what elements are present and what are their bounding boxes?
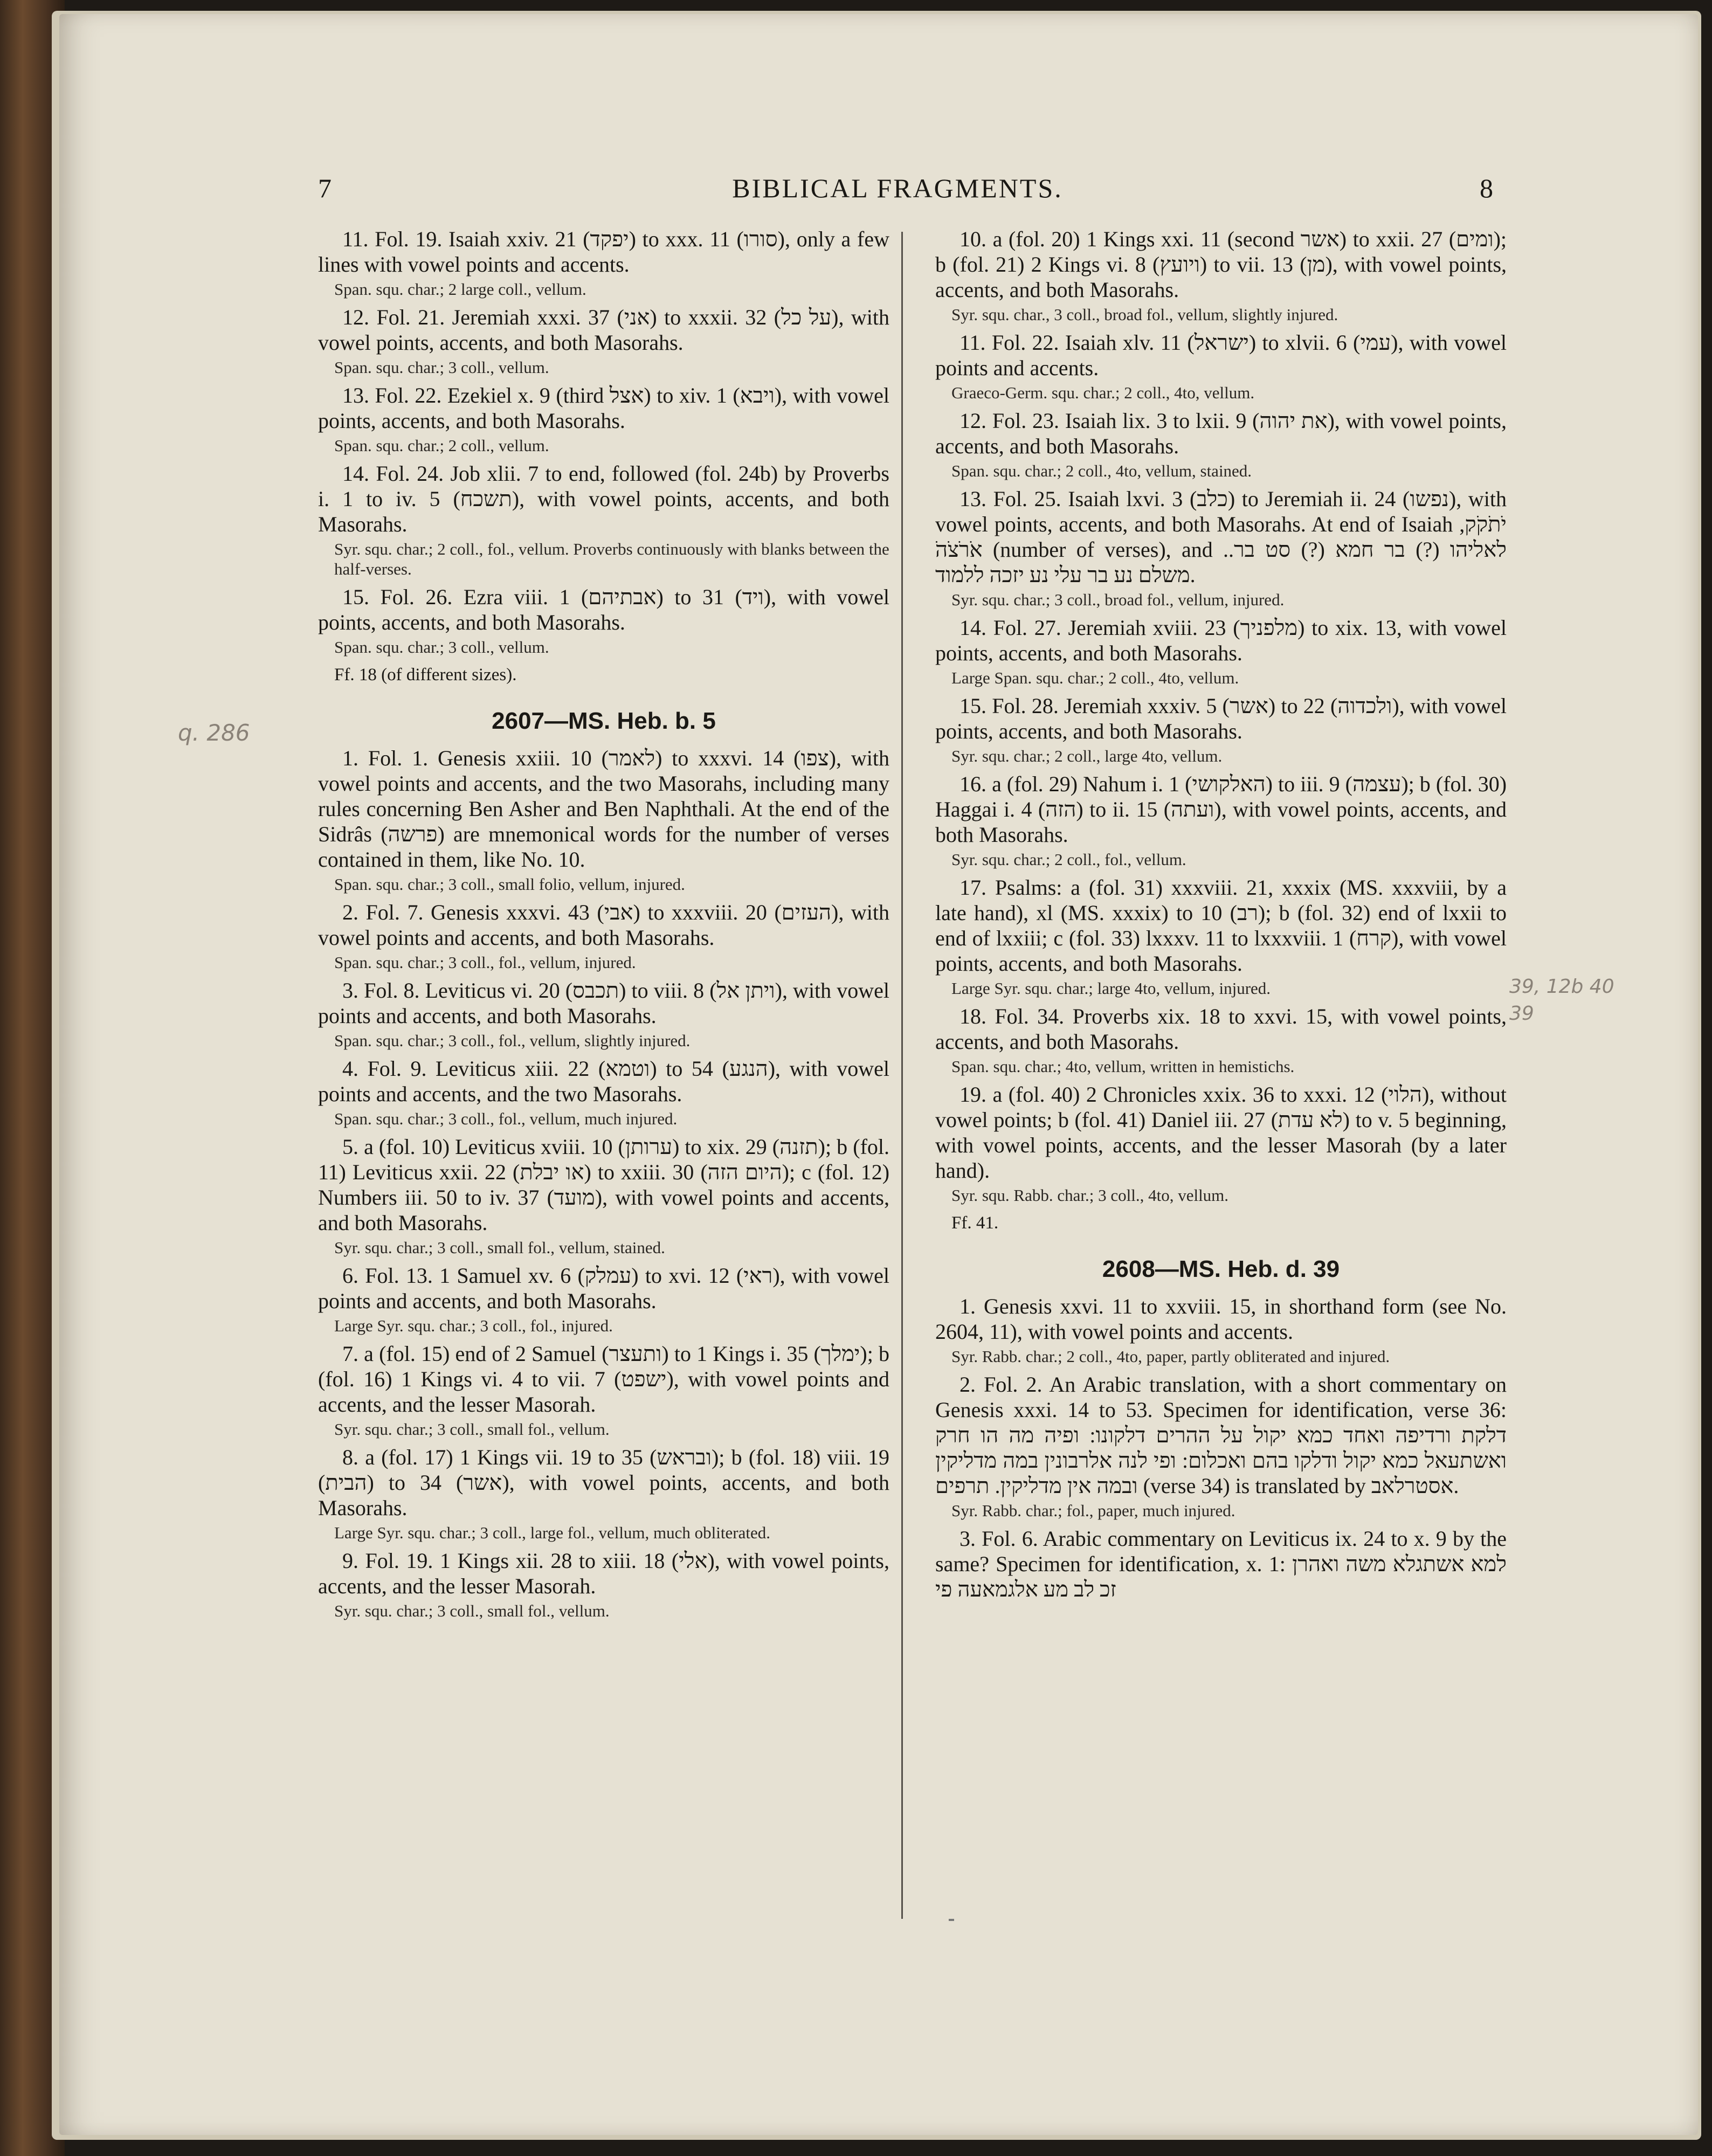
entry-note: Span. squ. char.; 3 coll., fol., vellum, injured. <box>334 953 636 972</box>
entry-note: Syr. squ. char.; 3 coll., small fol., vellum. <box>334 1601 610 1620</box>
column-divider <box>901 232 903 1919</box>
catalog-entry <box>318 978 889 1051</box>
right-entries-bottom <box>935 1294 1507 1602</box>
entry-text: 11. Fol. 22. Isaiah xlv. 11 (ישראל) to xlvii. 6 (עמי), with vowel points and accents. <box>935 330 1507 380</box>
catalog-entry <box>318 1263 889 1336</box>
entry-note: Span. squ. char.; 2 large coll., vellum. <box>334 280 586 299</box>
catalog-entry <box>318 383 889 455</box>
entry-text: 13. Fol. 25. Isaiah lxvi. 3 (כלב) to Jeremiah ii. 24 (נפשו), with vowel points, accents, and both Masorahs. At end of Isaiah יֹתֹקֹק, אֹרֹצֹהֹ (number of verses), and ..לאליהו (?) בר חמא (?) סט בר משלם נע בר עלי נע יזכה ללמוד. <box>935 487 1507 587</box>
entry-note: Span. squ. char.; 3 coll., small folio, vellum, injured. <box>334 875 685 894</box>
running-header <box>302 172 1493 216</box>
entry-note: Span. squ. char.; 2 coll., 4to, vellum, stained. <box>951 461 1252 480</box>
ink-mark <box>949 1919 954 1921</box>
margin-note-right-top: 39, 12b 40 <box>1509 976 1614 998</box>
catalog-entry <box>318 745 889 894</box>
ff-line: Ff. 41. <box>951 1213 999 1233</box>
catalog-entry <box>935 1082 1507 1205</box>
catalog-entry <box>318 1056 889 1129</box>
page-title: BIBLICAL FRAGMENTS. <box>732 173 1063 203</box>
entry-note: Syr. Rabb. char.; fol., paper, much injured. <box>951 1501 1235 1520</box>
entry-note: Syr. squ. char.; 2 coll., fol., vellum. Proverbs continuously with blanks between the half-verses. <box>334 540 889 578</box>
entry-note: Syr. squ. char.; 2 coll., fol., vellum. <box>951 850 1186 869</box>
left-column <box>318 226 889 1626</box>
catalog-entry <box>318 1134 889 1257</box>
left-entries-bottom <box>318 745 889 1621</box>
entry-text: 4. Fol. 9. Leviticus xiii. 22 (וטמא) to 54 (הנגע), with vowel points and accents, and the two Masorahs. <box>318 1056 890 1106</box>
catalog-entry <box>935 1004 1507 1076</box>
catalog-entry <box>318 900 889 972</box>
left-entries-top <box>318 226 889 657</box>
entry-note: Large Syr. squ. char.; 3 coll., large fol., vellum, much obliterated. <box>334 1523 770 1542</box>
entry-text: 14. Fol. 24. Job xlii. 7 to end, followed (fol. 24b) by Proverbs i. 1 to iv. 5 (תשכח), with vowel points, accents, and both Masorahs. <box>318 461 890 536</box>
entry-text: 3. Fol. 8. Leviticus vi. 20 (תכבס) to viii. 8 (ויתן אל), with vowel points and accents, and both Masorahs. <box>318 978 890 1028</box>
entry-text: 16. a (fol. 29) Nahum i. 1 (האלקושי) to iii. 9 (עצמה); b (fol. 30) Haggai i. 4 (הזה) to ii. 15 (ועתה), with vowel points, accents, and both Masorahs. <box>935 772 1507 847</box>
entry-text: 15. Fol. 26. Ezra viii. 1 (אבתיהם) to 31 (ויד), with vowel points, accents, and both Masorahs. <box>318 585 889 634</box>
ff-line: Ff. 18 (of different sizes). <box>334 665 517 685</box>
section-heading: 2608—MS. Heb. d. 39 <box>1102 1256 1340 1282</box>
catalog-entry <box>318 461 889 579</box>
catalog-entry <box>318 1341 889 1439</box>
catalog-entry <box>318 226 889 299</box>
entry-note: Syr. squ. char.; 3 coll., broad fol., vellum, injured. <box>951 590 1285 609</box>
entry-text: 2. Fol. 7. Genesis xxxvi. 43 (אבי) to xxxviii. 20 (העזים), with vowel points and accents, and both Masorahs. <box>318 900 890 950</box>
catalog-entry <box>318 584 889 657</box>
catalog-entry <box>935 1526 1507 1602</box>
catalog-entry <box>935 615 1507 688</box>
entry-text: 1. Genesis xxvi. 11 to xxviii. 15, in shorthand form (see No. 2604, 11), with vowel points and accents. <box>935 1294 1507 1344</box>
section-heading: 2607—MS. Heb. b. 5 <box>492 708 716 734</box>
entry-text: 15. Fol. 28. Jeremiah xxxiv. 5 (אשר) to 22 (ולכדוה), with vowel points, accents, and both Masorahs. <box>935 694 1507 743</box>
entry-text: 14. Fol. 27. Jeremiah xviii. 23 (מלפניך) to xix. 13, with vowel points, accents, and both Masorahs. <box>935 616 1507 665</box>
entry-text: 10. a (fol. 20) 1 Kings xxi. 11 (second אשר) to xxii. 27 (ומים); b (fol. 21) 2 Kings vi. 8 (ויועץ) to vii. 13 (מן), with vowel points, accents, and both Masorahs. <box>935 227 1507 302</box>
entry-note: Span. squ. char.; 3 coll., vellum. <box>334 638 549 657</box>
right-entries-top <box>935 226 1507 1205</box>
entry-note: Large Syr. squ. char.; 3 coll., fol., injured. <box>334 1316 613 1335</box>
catalog-entry <box>935 330 1507 403</box>
catalog-entry <box>318 1548 889 1621</box>
catalog-entry <box>935 226 1507 324</box>
catalog-entry <box>318 305 889 377</box>
page-number-right: 8 <box>1480 173 1493 203</box>
catalog-entry <box>935 408 1507 481</box>
entry-note: Span. squ. char.; 3 coll., fol., vellum, slightly injured. <box>334 1031 691 1050</box>
entry-note: Span. squ. char.; 3 coll., vellum. <box>334 358 549 377</box>
entry-text: 7. a (fol. 15) end of 2 Samuel (ותעצר) to 1 Kings i. 35 (ימלך); b (fol. 16) 1 Kings vi. 4 to vii. 7 (ישפט), with vowel points and accents, and the lesser Masorah. <box>318 1342 890 1416</box>
margin-note-left: q. 286 <box>178 720 250 746</box>
entry-note: Syr. squ. char.; 2 coll., large 4to, vellum. <box>951 747 1223 765</box>
entry-note: Span. squ. char.; 4to, vellum, written in hemistichs. <box>951 1057 1295 1076</box>
right-column <box>935 226 1507 1607</box>
entry-text: 17. Psalms: a (fol. 31) xxxviii. 21, xxxix (MS. xxxviii, by a late hand), xl (MS. xxxix) to 10 (רב); b (fol. 32) end of lxxii to end of lxxiii; c (fol. 33) lxxxv. 11 to lxxxviii. 1 (קרח), with vowel points, accents, and both Masorahs. <box>935 875 1507 976</box>
entry-note: Syr. Rabb. char.; 2 coll., 4to, paper, partly obliterated and injured. <box>951 1347 1390 1366</box>
entry-text: 19. a (fol. 40) 2 Chronicles xxix. 36 to xxxi. 12 (הלוי), without vowel points; b (fol. 41) Daniel iii. 27 (לא עדת) to v. 5 beginning, with vowel points, accents, and the lesser Masorah (by a later hand). <box>935 1082 1507 1183</box>
entry-note: Span. squ. char.; 2 coll., vellum. <box>334 436 549 455</box>
entry-text: 11. Fol. 19. Isaiah xxiv. 21 (יפקד) to xxx. 11 (סורו), only a few lines with vowel points and accents. <box>318 227 889 277</box>
catalog-entry <box>935 1372 1507 1521</box>
entry-text: 9. Fol. 19. 1 Kings xii. 28 to xiii. 18 (אלי), with vowel points, accents, and the lesser Masorah. <box>318 1549 889 1598</box>
entry-text: 13. Fol. 22. Ezekiel x. 9 (third אצל) to xiv. 1 (ויבא), with vowel points, accents, and both Masorahs. <box>318 383 889 433</box>
entry-text: 1. Fol. 1. Genesis xxiii. 10 (לאמר) to xxxvi. 14 (צפו), with vowel points and accents, and the two Masorahs, including many rules concerning Ben Asher and Ben Naphthali. At the end of the Sidrâs (פרשה) are mnemonical words for the number of verses contained in them, like No. 10. <box>318 746 889 872</box>
entry-text: 5. a (fol. 10) Leviticus xviii. 10 (ערותן) to xix. 29 (תזנה); b (fol. 11) Leviticus xxii. 22 (או יבלת) to xxiii. 30 (היום הזה); c (fol. 12) Numbers iii. 50 to iv. 37 (מועד), with vowel points and accents, and both Masorahs. <box>318 1135 890 1235</box>
entry-note: Syr. squ. char., 3 coll., broad fol., vellum, slightly injured. <box>951 305 1338 324</box>
entry-text: 18. Fol. 34. Proverbs xix. 18 to xxvi. 15, with vowel points, accents, and both Masorahs. <box>935 1004 1507 1054</box>
entry-note: Large Span. squ. char.; 2 coll., 4to, vellum. <box>951 668 1239 687</box>
catalog-entry <box>935 875 1507 998</box>
entry-note: Syr. squ. char.; 3 coll., small fol., vellum, stained. <box>334 1238 665 1257</box>
catalog-entry <box>935 771 1507 869</box>
catalog-entry <box>935 1294 1507 1366</box>
entry-text: 6. Fol. 13. 1 Samuel xv. 6 (עמלק) to xvi. 12 (ראי), with vowel points and accents, and both Masorahs. <box>318 1263 890 1313</box>
catalog-entry <box>935 486 1507 610</box>
margin-note-right-bottom: 39 <box>1509 1003 1534 1025</box>
entry-note: Syr. squ. char.; 3 coll., small fol., vellum. <box>334 1420 610 1439</box>
entry-text: 2. Fol. 2. An Arabic translation, with a short commentary on Genesis xxxi. 14 to 53. Specimen for identification, verse 36: דלקת ורדיפה ואחד כמא יקול על ההרים דלקונו: ופיה מה הו חרק ואשתעאל כמא יקול ודלקו בהם ואכלום: ופי לנה אלרבונין במה מדליקין ובמה אין מדליקין. תרפים (verse 34) is translated by אסטרלאב. <box>935 1372 1507 1498</box>
catalog-entry <box>935 693 1507 766</box>
entry-text: 8. a (fol. 17) 1 Kings vii. 19 to 35 (ובראש); b (fol. 18) viii. 19 (הבית) to 34 (אשר), with vowel points, accents, and both Masorahs. <box>318 1445 889 1520</box>
entry-note: Span. squ. char.; 3 coll., fol., vellum, much injured. <box>334 1109 678 1128</box>
entry-note: Large Syr. squ. char.; large 4to, vellum, injured. <box>951 979 1271 998</box>
entry-text: 3. Fol. 6. Arabic commentary on Leviticus ix. 24 to x. 9 by the same? Specimen for identification, x. 1: למא אשתגלא משה ואהרן זכ לב מע אלגמאעה פי <box>935 1526 1507 1601</box>
page-number-left: 7 <box>318 173 332 203</box>
entry-note: Syr. squ. Rabb. char.; 3 coll., 4to, vellum. <box>951 1186 1229 1205</box>
entry-text: 12. Fol. 21. Jeremiah xxxi. 37 (אני) to xxxii. 32 (על כל), with vowel points, accents, and both Masorahs. <box>318 305 890 355</box>
catalog-entry <box>318 1445 889 1543</box>
entry-text: 12. Fol. 23. Isaiah lix. 3 to lxii. 9 (את יהוה), with vowel points, accents, and both Masorahs. <box>935 409 1507 458</box>
entry-note: Graeco-Germ. squ. char.; 2 coll., 4to, vellum. <box>951 383 1255 402</box>
